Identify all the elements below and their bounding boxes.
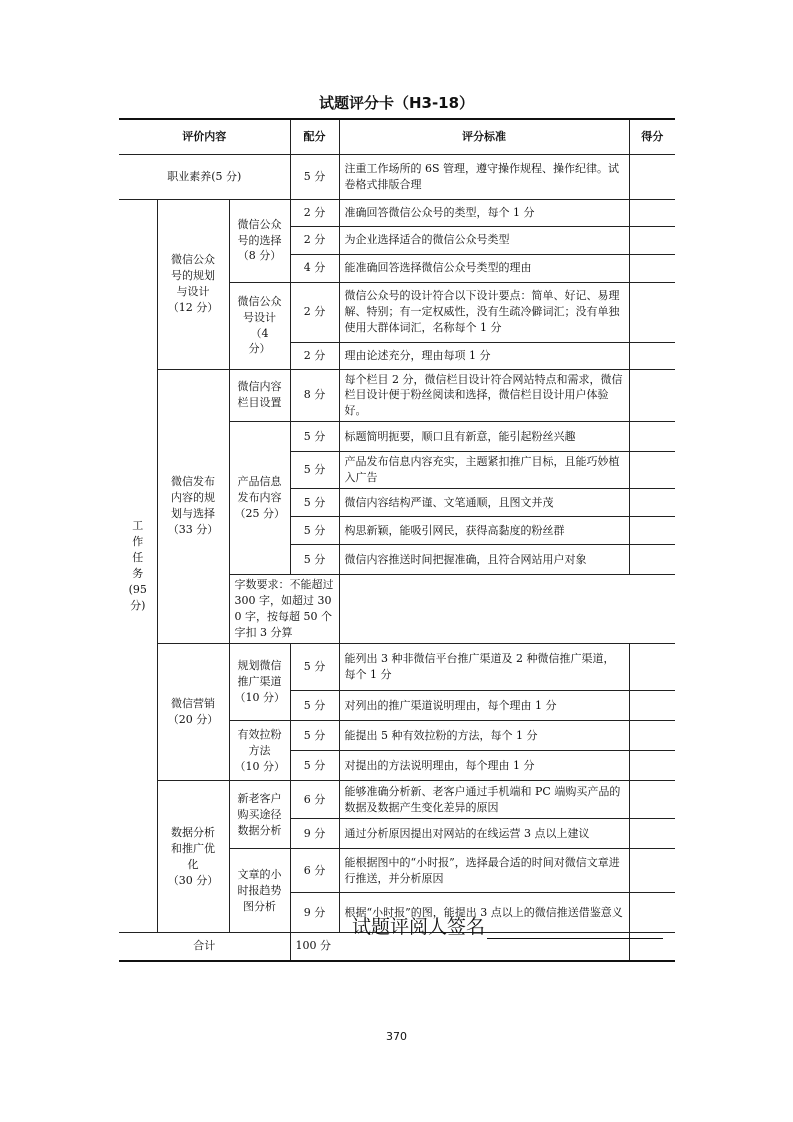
scoring-table	[119, 118, 675, 962]
signature-line[interactable]	[487, 918, 663, 939]
item-criteria: 理由论述充分，理由每项 1 分	[339, 342, 629, 369]
subgroup-label: 规划微信 推广渠道 （10 分）	[229, 644, 290, 721]
header-score: 得分	[629, 119, 675, 154]
page-number: 370	[386, 1030, 407, 1043]
table-row	[119, 781, 675, 819]
item-criteria: 通过分析原因提出对网站的在线运营 3 点以上建议	[339, 819, 629, 849]
header-criteria: 评分标准	[339, 119, 629, 154]
professional-row	[119, 154, 675, 199]
section-label: 微信营销 （20 分）	[157, 644, 229, 781]
table-header-row	[119, 119, 675, 154]
score-cell[interactable]	[629, 781, 675, 819]
page-title: 试题评分卡（H3-18）	[318, 94, 475, 112]
item-criteria: 能提出 5 种有效拉粉的方法，每个 1 分	[339, 721, 629, 751]
professional-criteria: 注重工作场所的 6S 管理，遵守操作规程、操作纪律。试卷格式排版合理	[339, 154, 629, 199]
item-points: 2 分	[290, 342, 339, 369]
signature-label: 试题评阅人签名	[352, 916, 486, 938]
table-row	[119, 644, 675, 691]
item-criteria: 能列出 3 种非微信平台推广渠道及 2 种微信推广渠道，每个 1 分	[339, 644, 629, 691]
table-row	[119, 369, 675, 422]
score-cell[interactable]	[629, 369, 675, 422]
item-points: 5 分	[290, 517, 339, 545]
subgroup-label: 文章的小 时报趋势 图分析	[229, 849, 290, 933]
item-points: 5 分	[290, 644, 339, 691]
signature-area	[352, 912, 663, 939]
item-criteria: 微信公众号的设计符合以下设计要点：简单、好记、易理解、特别；有一定权威性，没有生疏冷僻词汇；没有单独使用大群体词汇，名称每个 1 分	[339, 282, 629, 342]
score-cell[interactable]	[629, 199, 675, 226]
item-points: 5 分	[290, 452, 339, 489]
item-points: 8 分	[290, 369, 339, 422]
score-cell[interactable]	[629, 751, 675, 781]
subgroup-label: 新老客户 购买途径 数据分析	[229, 781, 290, 849]
item-criteria: 能够准确分析新、老客户通过手机端和 PC 端购买产品的数据及数据产生变化差异的原因	[339, 781, 629, 819]
score-cell[interactable]	[629, 691, 675, 721]
item-points: 2 分	[290, 282, 339, 342]
score-cell[interactable]	[629, 226, 675, 254]
item-criteria: 为企业选择适合的微信公众号类型	[339, 226, 629, 254]
score-cell[interactable]	[629, 422, 675, 452]
item-criteria: 能准确回答选择微信公众号类型的理由	[339, 254, 629, 282]
item-points: 9 分	[290, 819, 339, 849]
table-row	[119, 199, 675, 226]
item-points: 6 分	[290, 849, 339, 893]
item-points: 5 分	[290, 489, 339, 517]
item-points: 5 分	[290, 691, 339, 721]
item-points: 5 分	[290, 422, 339, 452]
item-criteria: 根据“小时报”的图，能提出 3 点以上的微信推送借鉴意义	[339, 893, 629, 933]
item-points: 5 分	[290, 545, 339, 575]
score-cell[interactable]	[629, 517, 675, 545]
item-points: 6 分	[290, 781, 339, 819]
word-count-note: 字数要求：不能超过 300 字，如超过 300 字，按每超 50 个字扣 3 分算	[229, 575, 339, 644]
item-criteria: 准确回答微信公众号的类型，每个 1 分	[339, 199, 629, 226]
total-label: 合计	[119, 933, 290, 961]
item-criteria: 标题简明扼要，顺口且有新意，能引起粉丝兴趣	[339, 422, 629, 452]
item-criteria: 构思新颖，能吸引网民，获得高黏度的粉丝群	[339, 517, 629, 545]
score-cell[interactable]	[629, 282, 675, 342]
score-cell[interactable]	[629, 819, 675, 849]
score-cell[interactable]	[629, 545, 675, 575]
item-points: 4 分	[290, 254, 339, 282]
item-criteria: 微信内容推送时间把握准确，且符合网站用户对象	[339, 545, 629, 575]
item-criteria: 对列出的推广渠道说明理由，每个理由 1 分	[339, 691, 629, 721]
item-criteria: 每个栏目 2 分，微信栏目设计符合网站特点和需求，微信栏目设计便于粉丝阅读和选择，微信栏目设计用户体验好。	[339, 369, 629, 422]
header-points: 配分	[290, 119, 339, 154]
subgroup-label: 微信内容 栏目设置	[229, 369, 290, 422]
score-cell[interactable]	[629, 452, 675, 489]
item-points: 5 分	[290, 721, 339, 751]
score-cell[interactable]	[339, 575, 629, 644]
professional-label: 职业素养(5 分)	[119, 154, 290, 199]
item-points: 9 分	[290, 893, 339, 933]
work-task-label: 工 作 任 务 (95 分)	[119, 199, 157, 933]
item-points: 2 分	[290, 199, 339, 226]
score-cell[interactable]	[629, 342, 675, 369]
score-cell[interactable]	[629, 849, 675, 893]
subgroup-label: 产品信息 发布内容 （25 分）	[229, 422, 290, 575]
section-label: 数据分析 和推广优 化 （30 分）	[157, 781, 229, 933]
item-points: 5 分	[290, 751, 339, 781]
total-points: 100 分	[290, 933, 629, 961]
item-criteria: 对提出的方法说明理由，每个理由 1 分	[339, 751, 629, 781]
section-label: 微信发布 内容的规 划与选择 （33 分）	[157, 369, 229, 644]
score-cell[interactable]	[629, 254, 675, 282]
score-cell[interactable]	[629, 721, 675, 751]
professional-score-cell[interactable]	[629, 154, 675, 199]
item-criteria: 能根据图中的“小时报”，选择最合适的时间对微信文章进行推送，并分析原因	[339, 849, 629, 893]
item-criteria: 微信内容结构严谨、文笔通顺，且图文并茂	[339, 489, 629, 517]
score-cell[interactable]	[629, 489, 675, 517]
score-cell[interactable]	[629, 644, 675, 691]
header-content: 评价内容	[119, 119, 290, 154]
subgroup-label: 微信公众 号的选择 （8 分）	[229, 199, 290, 282]
item-criteria: 产品发布信息内容充实，主题紧扣推广目标，且能巧妙植入广告	[339, 452, 629, 489]
subgroup-label: 微信公众 号设计（4 分）	[229, 282, 290, 369]
item-points: 2 分	[290, 226, 339, 254]
professional-points: 5 分	[290, 154, 339, 199]
section-label: 微信公众 号的规划 与设计 （12 分）	[157, 199, 229, 369]
subgroup-label: 有效拉粉 方法 （10 分）	[229, 721, 290, 781]
